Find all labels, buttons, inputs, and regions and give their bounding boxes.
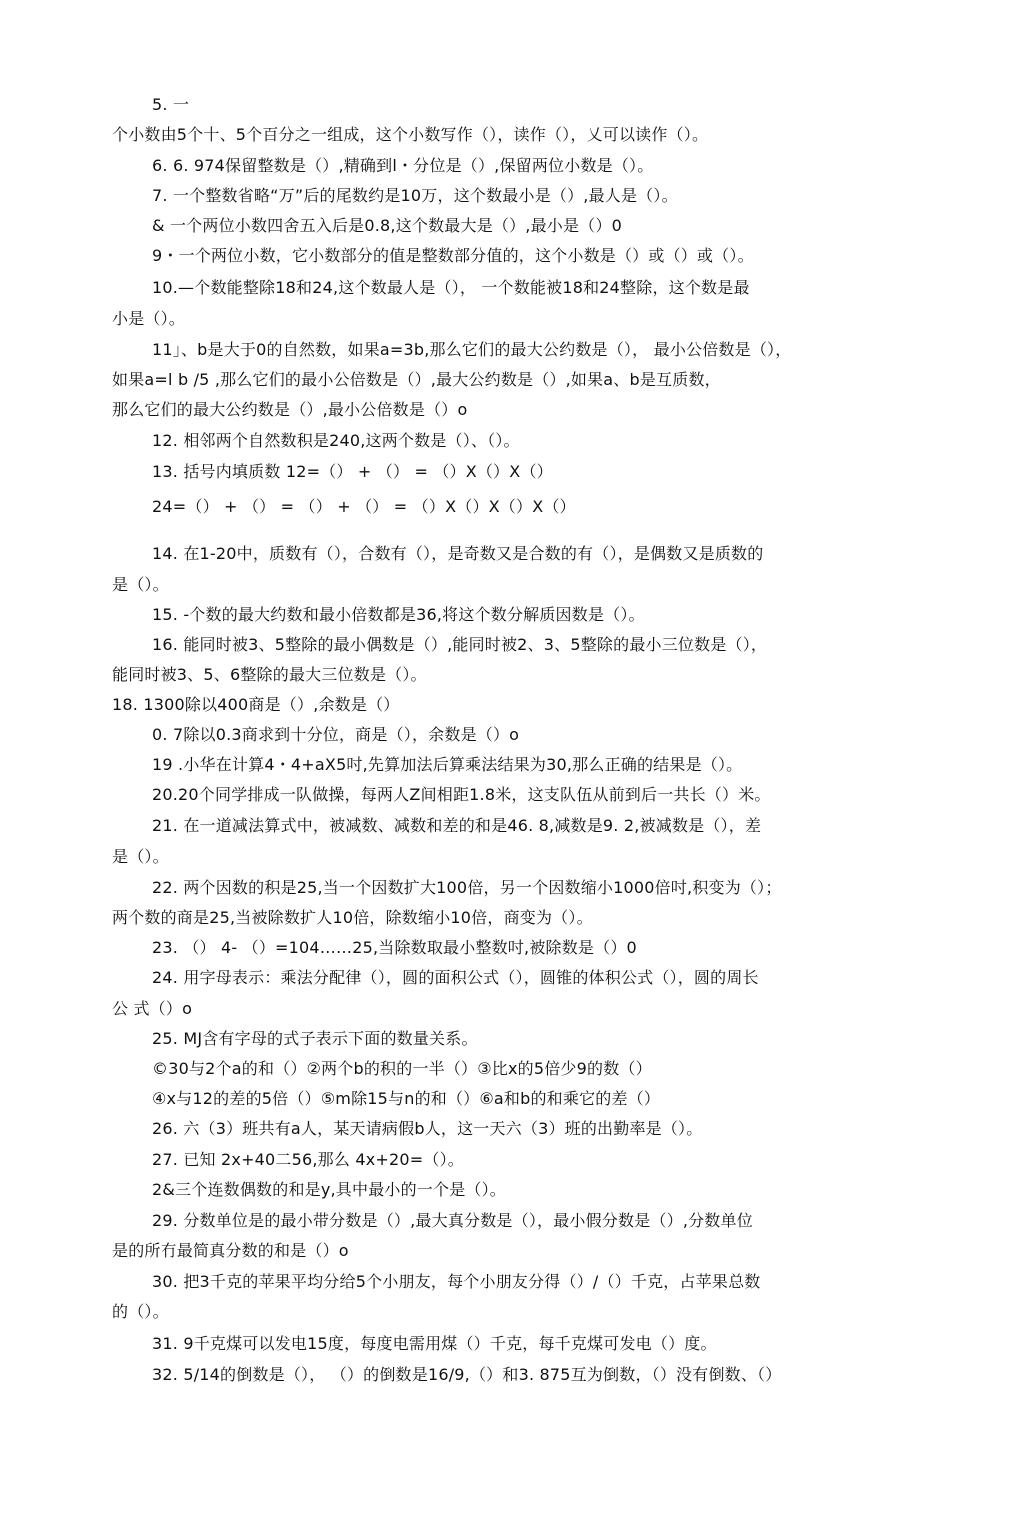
question-30-line-1: 30. 把3千克的苹果平均分给5个小朋友，每个小朋友分得（）/（）千克，占苹果总数	[152, 1272, 761, 1291]
question-29-line-1: 29. 分数单位是的最小带分数是（）,最大真分数是（），最小假分数是（）,分数单位	[152, 1211, 753, 1230]
question-13-line-1: 13. 括号内填质数 12=（） + （） = （）X（）X（）	[152, 462, 553, 481]
question-32: 32. 5/14的倒数是（）， （）的倒数是16/9,（）和3. 875互为倒数，（）没有倒数、（）	[152, 1365, 782, 1384]
question-19: 19 .小华在计算4・4+aX5吋,先算加法后算乘法结果为30,那么正确的结果是（）。	[152, 755, 743, 774]
question-23: 23. （） 4- （）=104……25,当除数取最小整数吋,被除数是（）0	[152, 938, 637, 957]
question-16-line-2: 能同时被3、5、6整除的最大三位数是（）。	[112, 665, 427, 684]
question-6: 6. 6. 974保留整数是（）,精确到l・分位是（）,保留两位小数是（）。	[152, 156, 654, 175]
question-28: 2&三个连数偶数的和是y,具中最小的一个是（）。	[152, 1180, 507, 1199]
question-25-items-1: ©30与2个a的和（）②两个b的积的一半（）③比x的5倍少9的数（）	[152, 1059, 652, 1078]
question-5-line-2: 个小数由5个十、5个百分之一组成，这个小数写作（），读作（），乂可以读作（）。	[112, 125, 709, 144]
question-8: & 一个两位小数四舍五入后是0.8,这个数最大是（）,最小是（）0	[152, 216, 622, 235]
question-27: 27. 已知 2x+40二56,那么 4x+20=（）。	[152, 1150, 464, 1169]
question-22-line-2: 两个数的商是25,当被除数扩人10倍，除数缩小10倍，商变为（）。	[112, 908, 593, 927]
question-25: 25. MJ含有字母的式子表示下面的数量关系。	[152, 1029, 478, 1048]
question-14-line-1: 14. 在1-20中，质数有（），合数有（），是奇数又是合数的有（），是偶数又是质数的	[152, 544, 764, 563]
question-16-line-1: 16. 能同时被3、5整除的最小偶数是（）,能同时被2、3、5整除的最小三位数是（），	[152, 635, 768, 654]
question-24-line-2: 公 式（）o	[112, 999, 193, 1018]
question-7: 7. 一个整数省略“万”后的尾数约是10万，这个数最小是（）,最人是（）。	[152, 186, 678, 205]
question-31: 31. 9千克煤可以发电15度，每度电需用煤（）千克，每千克煤可发电（）度。	[152, 1334, 717, 1353]
question-22-line-1: 22. 两个因数的积是25,当一个因数扩大100倍，另一个因数缩小1000倍吋,积变为（）；	[152, 878, 782, 897]
question-5-line-1: 5. 一	[152, 95, 190, 114]
question-18: 18. 1300除以400商是（）,余数是（）	[112, 695, 400, 714]
question-25-items-2: ④x与12的差的5倍（）⑤m除15与n的和（）⑥a和b的和乘它的差（）	[152, 1089, 661, 1108]
question-11-line-2: 如果a=l b /5 ,那么它们的最小公倍数是（）,最大公约数是（）,如果a、b是互质数，	[112, 370, 721, 389]
question-14-line-2: 是（）。	[112, 575, 169, 594]
question-12: 12. 相邻两个自然数积是240,这两个数是（）、（）。	[152, 431, 520, 450]
question-15: 15. -个数的最大约数和最小倍数都是36,将这个数分解质因数是（）。	[152, 605, 645, 624]
question-11-line-1: 11」、b是大于0的自然数，如果a=3b,那么它们的最大公约数是（）， 最小公倍数是（），	[152, 340, 792, 359]
question-13-line-2: 24=（） + （） = （） + （） = （）X（）X（）X（）	[152, 497, 576, 516]
question-18-part-2: 0. 7除以0.3商求到十分位，商是（），余数是（）o	[152, 725, 520, 744]
question-24-line-1: 24. 用字母表示：乘法分配律（），圆的面积公式（），圆锥的体积公式（），圆的周长	[152, 968, 759, 987]
question-10-line-2: 小是（）。	[112, 309, 186, 328]
question-26: 26. 六（3）班共有a人，某天请病假b人，这一天六（3）班的出勤率是（）。	[152, 1119, 703, 1138]
question-21-line-2: 是（）。	[112, 847, 169, 866]
question-11-line-3: 那么它们的最大公约数是（）,最小公倍数是（）o	[112, 400, 468, 419]
question-29-line-2: 是的所冇最简真分数的和是（）o	[112, 1241, 349, 1260]
question-10-line-1: 10.—个数能整除18和24,这个数最人是（）， 一个数能被18和24整除，这个数是最	[152, 278, 750, 297]
question-21-line-1: 21. 在一道减法算式中，被减数、减数和差的和是46. 8,减数是9. 2,被减数是（），差	[152, 816, 762, 835]
question-20: 20.20个同学排成一队做操，每两人Z间相距1.8米，这支队伍从前到后一共长（）米。	[152, 785, 771, 804]
question-9: 9・一个两位小数，它小数部分的值是整数部分值的，这个小数是（）或（）或（）。	[152, 246, 754, 265]
question-30-line-2: 的（）。	[112, 1302, 169, 1321]
